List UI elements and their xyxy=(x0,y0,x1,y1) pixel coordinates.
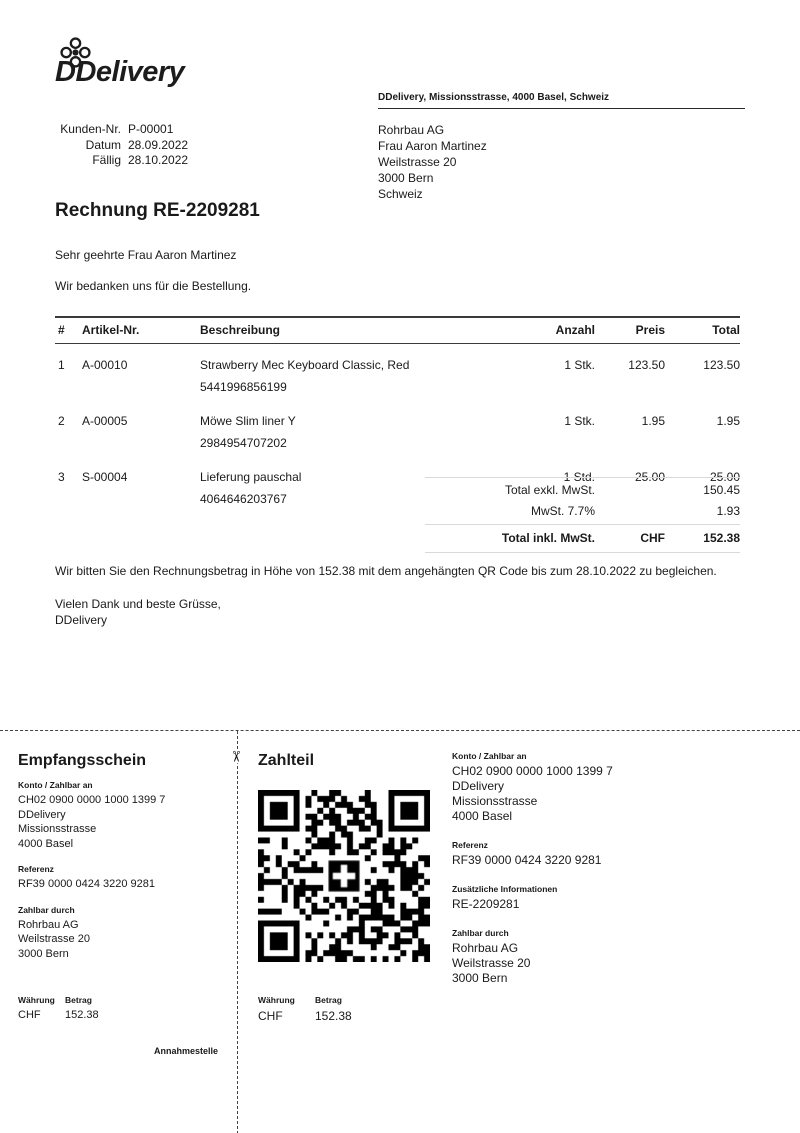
row-pos: 2 xyxy=(58,414,65,428)
payment-iban: CH02 0900 0000 1000 1399 7 xyxy=(452,764,613,778)
row-pos: 3 xyxy=(58,470,65,484)
item-code: 2984954707202 xyxy=(200,436,287,450)
vat-row xyxy=(425,499,740,520)
receipt-debtor-city: 3000 Bern xyxy=(18,947,69,960)
row-description xyxy=(200,354,525,398)
scissors-icon: ✂ xyxy=(226,750,244,763)
recipient-line: Frau Aaron Martinez xyxy=(378,139,487,153)
customer-number-value: P-00001 xyxy=(128,122,174,136)
greeting-text: Sehr geehrte Frau Aaron Martinez xyxy=(55,248,237,262)
vat-value: 1.93 xyxy=(716,504,740,518)
payment-instruction: Wir bitten Sie den Rechnungsbetrag in Höhe von 152.38 mit dem angehängten QR Code bis zum 28.10.2022 zu begleichen. xyxy=(55,564,717,578)
due-date-value: 28.10.2022 xyxy=(128,153,189,167)
col-header-article: Artikel-Nr. xyxy=(82,323,140,337)
receipt-debtor-street: Weilstrasse 20 xyxy=(18,933,90,945)
table-row xyxy=(55,400,740,456)
grand-total-label: Total inkl. MwSt. xyxy=(501,531,595,545)
receipt-payable-by-group xyxy=(18,905,223,962)
meta-row xyxy=(55,138,188,154)
customer-number-label: Kunden-Nr. xyxy=(60,122,121,136)
recipient-line: Rohrbau AG xyxy=(378,123,445,137)
date-value: 28.09.2022 xyxy=(128,137,189,152)
receipt-reference-label: Referenz xyxy=(18,864,54,874)
page-title: Rechnung RE-2209281 xyxy=(55,200,260,221)
grand-total-row xyxy=(425,525,740,552)
payment-additional-group xyxy=(452,884,782,912)
receipt-account-label: Konto / Zahlbar an xyxy=(18,780,93,790)
receipt-account-group xyxy=(18,780,223,851)
receipt-debtor-name: Rohrbau AG xyxy=(18,918,79,931)
receipt-currency-values xyxy=(18,1008,99,1023)
payment-debtor-city: 3000 Bern xyxy=(452,971,508,985)
payment-additional-value: RE-2209281 xyxy=(452,897,520,911)
col-header-pos: # xyxy=(58,323,65,337)
totals-bottom-divider xyxy=(425,552,740,553)
row-pos: 1 xyxy=(58,358,65,372)
closing-signature: DDelivery xyxy=(55,613,108,627)
payment-reference-value: RF39 0000 0424 3220 9281 xyxy=(452,853,602,867)
payment-amount-label: Betrag xyxy=(315,995,342,1005)
payment-creditor-street: Missionsstrasse xyxy=(452,794,538,808)
slip-vertical-cut-line xyxy=(237,731,238,1133)
receipt-currency-label: Währung xyxy=(18,995,55,1005)
item-code: 5441996856199 xyxy=(200,380,287,394)
subtotal-currency xyxy=(595,483,665,497)
due-date-label: Fällig xyxy=(92,153,121,167)
receipt-iban: CH02 0900 0000 1000 1399 7 xyxy=(18,794,166,806)
receipt-creditor-street: Missionsstrasse xyxy=(18,823,97,835)
row-total: 25.00 xyxy=(709,470,740,484)
subtotal-label: Total exkl. MwSt. xyxy=(504,483,595,497)
subtotal-value: 150.45 xyxy=(703,483,740,497)
totals-block xyxy=(425,477,740,553)
receipt-currency-labels xyxy=(18,995,92,1006)
receipt-payable-by-label: Zahlbar durch xyxy=(18,904,75,915)
payment-payable-by-group xyxy=(452,928,782,986)
recipient-line: 3000 Bern xyxy=(378,171,434,185)
intro-text: Wir bedanken uns für die Bestellung. xyxy=(55,279,252,293)
meta-row xyxy=(55,153,188,169)
receipt-reference-value: RF39 0000 0424 3220 9281 xyxy=(18,878,156,890)
row-qty: 1 Stk. xyxy=(564,414,595,428)
recipient-line: Weilstrasse 20 xyxy=(378,155,457,169)
payment-slip xyxy=(0,730,800,1133)
meta-row xyxy=(55,122,188,138)
receipt-creditor-name: DDelivery xyxy=(18,808,66,821)
payment-currency-value: CHF xyxy=(258,1009,283,1023)
row-article: S-00004 xyxy=(82,470,128,484)
recipient-line: Schweiz xyxy=(378,187,423,201)
col-header-total: Total xyxy=(712,323,740,337)
receipt-creditor-city: 4000 Basel xyxy=(18,837,74,850)
col-header-qty: Anzahl xyxy=(555,323,595,337)
row-qty: 1 Std. xyxy=(563,470,595,484)
row-qty: 1 Stk. xyxy=(564,358,595,372)
date-label: Datum xyxy=(85,137,121,152)
row-price: 1.95 xyxy=(641,414,665,428)
row-price: 25.00 xyxy=(634,470,665,484)
payment-amount-value: 152.38 xyxy=(315,1009,352,1023)
item-code: 4064646203767 xyxy=(200,492,287,506)
payment-account-label: Konto / Zahlbar an xyxy=(452,751,527,761)
col-header-price: Preis xyxy=(635,323,665,337)
payment-additional-label: Zusätzliche Informationen xyxy=(452,884,558,894)
vat-currency xyxy=(595,504,665,518)
row-price: 123.50 xyxy=(628,358,665,372)
recipient-address xyxy=(378,122,487,202)
item-name: Lieferung pauschal xyxy=(200,470,302,484)
subtotal-row xyxy=(425,478,740,499)
swiss-qr-code xyxy=(258,790,430,962)
row-article: A-00010 xyxy=(82,358,128,372)
payment-part-title: Zahlteil xyxy=(258,752,315,769)
row-total: 123.50 xyxy=(703,358,740,372)
payment-creditor-name: DDelivery xyxy=(452,779,505,793)
closing-line: Vielen Dank und beste Grüsse, xyxy=(55,597,221,611)
receipt-title: Empfangsschein xyxy=(18,752,147,769)
row-description xyxy=(200,410,525,454)
receipt-info xyxy=(18,780,223,974)
payment-currency-label: Währung xyxy=(258,995,295,1005)
receipt-amount-value: 152.38 xyxy=(65,1009,99,1021)
payment-info xyxy=(452,751,782,1002)
payment-payable-by-label: Zahlbar durch xyxy=(452,928,509,938)
grand-total-currency: CHF xyxy=(640,531,665,545)
row-total: 1.95 xyxy=(716,414,740,428)
col-header-description: Beschreibung xyxy=(200,323,281,337)
acceptance-point-label: Annahmestelle xyxy=(153,1046,218,1056)
payment-debtor-name: Rohrbau AG xyxy=(452,941,519,955)
sender-line: DDelivery, Missionsstrasse, 4000 Basel, Schweiz xyxy=(378,92,745,109)
invoice-meta xyxy=(55,122,188,169)
closing-block xyxy=(55,596,221,628)
item-name: Strawberry Mec Keyboard Classic, Red xyxy=(200,358,410,372)
grand-total-value: 152.38 xyxy=(703,531,740,545)
payment-reference-group xyxy=(452,840,782,868)
items-table-header xyxy=(55,316,740,344)
payment-account-group xyxy=(452,751,782,824)
item-name: Möwe Slim liner Y xyxy=(200,414,296,428)
receipt-reference-group xyxy=(18,864,223,892)
row-article: A-00005 xyxy=(82,414,128,428)
payment-reference-label: Referenz xyxy=(452,840,488,850)
payment-currency-labels xyxy=(258,995,342,1006)
company-logo-text: DDelivery xyxy=(55,56,185,88)
payment-currency-values xyxy=(258,1009,352,1024)
payment-debtor-street: Weilstrasse 20 xyxy=(452,956,531,970)
receipt-currency-value: CHF xyxy=(18,1009,41,1021)
payment-creditor-city: 4000 Basel xyxy=(452,809,513,823)
vat-label: MwSt. 7.7% xyxy=(530,504,595,518)
table-row xyxy=(55,344,740,400)
drone-icon xyxy=(60,37,91,68)
receipt-amount-label: Betrag xyxy=(65,995,92,1005)
